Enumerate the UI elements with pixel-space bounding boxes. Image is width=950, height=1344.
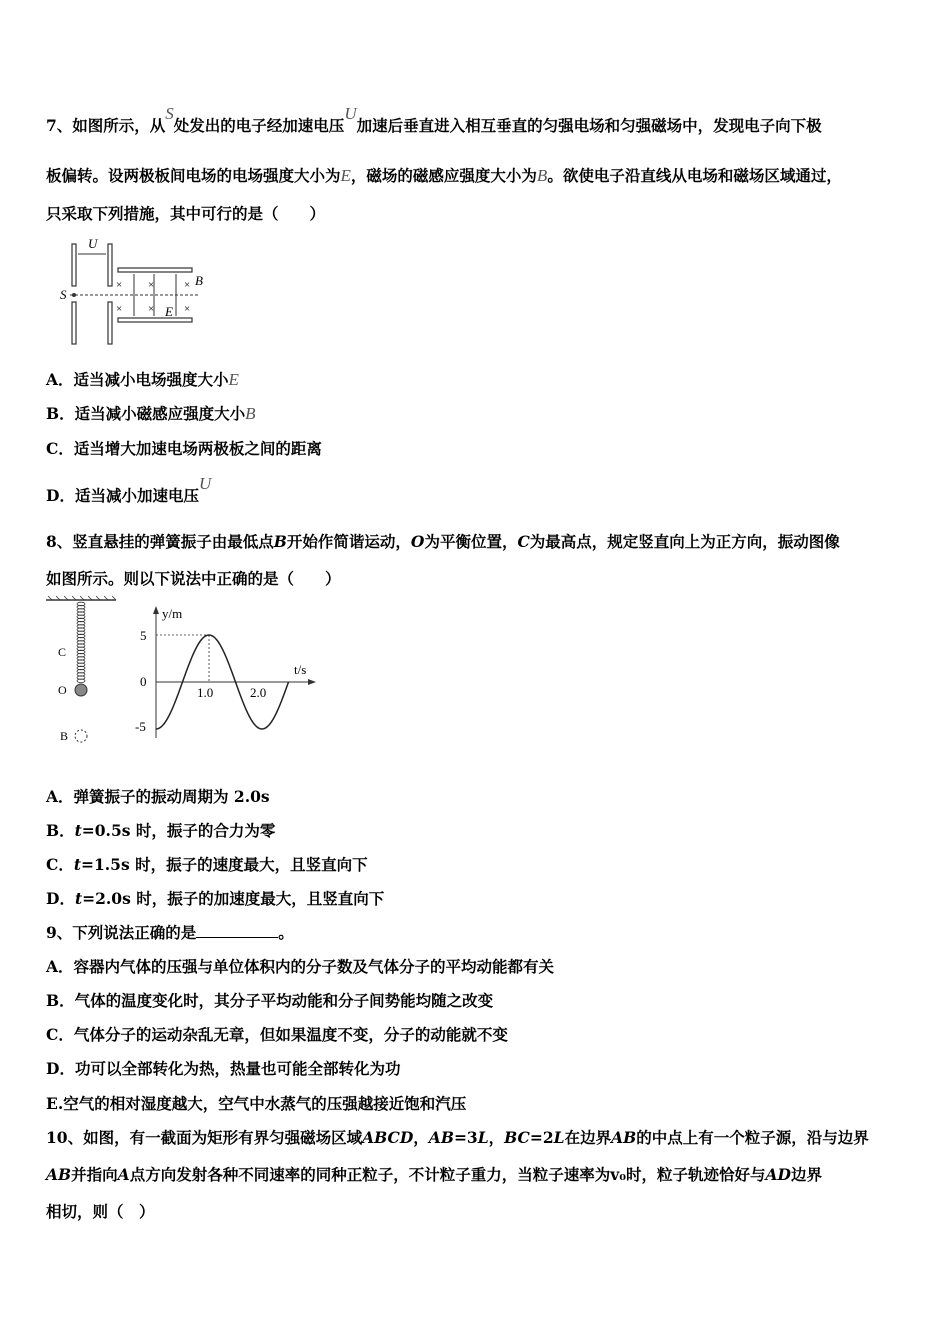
q9-stem: 9、下列说法正确的是 。	[46, 923, 294, 942]
q7-line-3: 只采取下列措施，其中可行的是（ ）	[46, 204, 326, 223]
q7-option-b: B．适当减小磁感应强度大小B	[46, 404, 256, 423]
q9-option-a: A．容器内气体的压强与单位体积内的分子数及气体分子的平均动能都有关	[46, 957, 555, 976]
q10-line-2: AB并指向A点方向发射各种不同速率的同种正粒子，不计粒子重力，当粒子速率为v₀时，粒子轨迹恰好与AD边界	[46, 1165, 822, 1184]
q10-line-1: 10、如图，有一截面为矩形有界匀强磁场区域ABCD，AB=3L，BC=2L在边界AB的中点上有一个粒子源，沿与边界	[46, 1128, 869, 1147]
label-e: E	[165, 304, 173, 319]
ball	[75, 684, 87, 696]
tick-label-y0: 0	[140, 674, 147, 689]
tick-label-x1: 1.0	[197, 685, 214, 700]
source-dot	[72, 293, 76, 297]
symbol-s: S	[165, 104, 174, 123]
label-b: B	[60, 729, 69, 743]
y-axis-label: y/m	[162, 606, 183, 621]
b-cross: ×	[184, 279, 191, 291]
answer-blank	[196, 923, 278, 938]
label-u: U	[88, 236, 98, 251]
q8-spring-figure	[44, 596, 124, 746]
q8-option-a: A．弹簧振子的振动周期为 2.0s	[46, 787, 270, 806]
left-plate-bottom	[72, 302, 76, 344]
tick-label-yn5: -5	[135, 719, 146, 734]
b-cross: ×	[184, 303, 191, 315]
q8-chart	[126, 600, 326, 750]
ball-ghost	[75, 730, 87, 742]
q9-option-b: B．气体的温度变化时，其分子平均动能和分子间势能均随之改变	[46, 991, 494, 1010]
q8-line-2: 如图所示。则以下说法中正确的是（ ）	[46, 569, 341, 588]
symbol-b: B	[536, 166, 548, 185]
q7-option-d: D．适当减小加速电压U	[46, 474, 212, 505]
q7-option-a: A．适当减小电场强度大小E	[46, 370, 239, 389]
spring	[77, 602, 85, 682]
q7-line-2: 板偏转。设两极板间电场的电场强度大小为E，磁场的磁感应强度大小为B。欲使电子沿直线从电场和磁场区域通过，	[46, 166, 842, 185]
q8-option-b: B．t=0.5s 时，振子的合力为零	[46, 821, 276, 840]
symbol-u: U	[344, 104, 357, 123]
right-plate-bottom	[108, 302, 112, 344]
b-cross: ×	[116, 303, 123, 315]
left-plate-top	[72, 244, 76, 286]
upper-plate	[118, 268, 192, 272]
right-plate-top	[108, 244, 112, 286]
label-s: S	[60, 287, 67, 302]
q7-line-1: 7、如图所示，从S处发出的电子经加速电压U加速后垂直进入相互垂直的匀强电场和匀强磁场中，发现电子向下极	[46, 104, 822, 135]
tick-label-y5: 5	[140, 628, 147, 643]
q9-option-c: C．气体分子的运动杂乱无章，但如果温度不变，分子的动能就不变	[46, 1025, 508, 1044]
b-cross: ×	[148, 303, 155, 315]
q9-option-e: E.空气的相对湿度越大，空气中水蒸气的压强越接近饱和汽压	[46, 1094, 467, 1113]
q7-option-c: C．适当增大加速电场两极板之间的距离	[46, 439, 322, 458]
tick-label-x2: 2.0	[250, 685, 267, 700]
x-axis-arrow	[308, 679, 316, 685]
y-axis-arrow	[153, 606, 159, 614]
q7-figure	[58, 236, 203, 348]
q9-option-d: D．功可以全部转化为热，热量也可能全部转化为功	[46, 1059, 401, 1078]
label-c: C	[58, 645, 67, 659]
x-axis-label: t/s	[294, 662, 307, 677]
q10-line-3: 相切，则（ ）	[46, 1202, 155, 1221]
b-cross: ×	[148, 279, 155, 291]
q8-line-1: 8、竖直悬挂的弹簧振子由最低点B开始作简谐运动，O为平衡位置，C为最高点，规定竖直向上为正方向，振动图像	[46, 532, 840, 551]
label-o: O	[58, 683, 67, 697]
symbol-e: E	[340, 166, 351, 185]
lower-plate	[118, 318, 192, 322]
b-cross: ×	[116, 279, 123, 291]
q8-option-d: D．t=2.0s 时，振子的加速度最大，且竖直向下	[46, 889, 385, 908]
q8-option-c: C．t=1.5s 时，振子的速度最大，且竖直向下	[46, 855, 368, 874]
label-b: B	[195, 273, 203, 288]
